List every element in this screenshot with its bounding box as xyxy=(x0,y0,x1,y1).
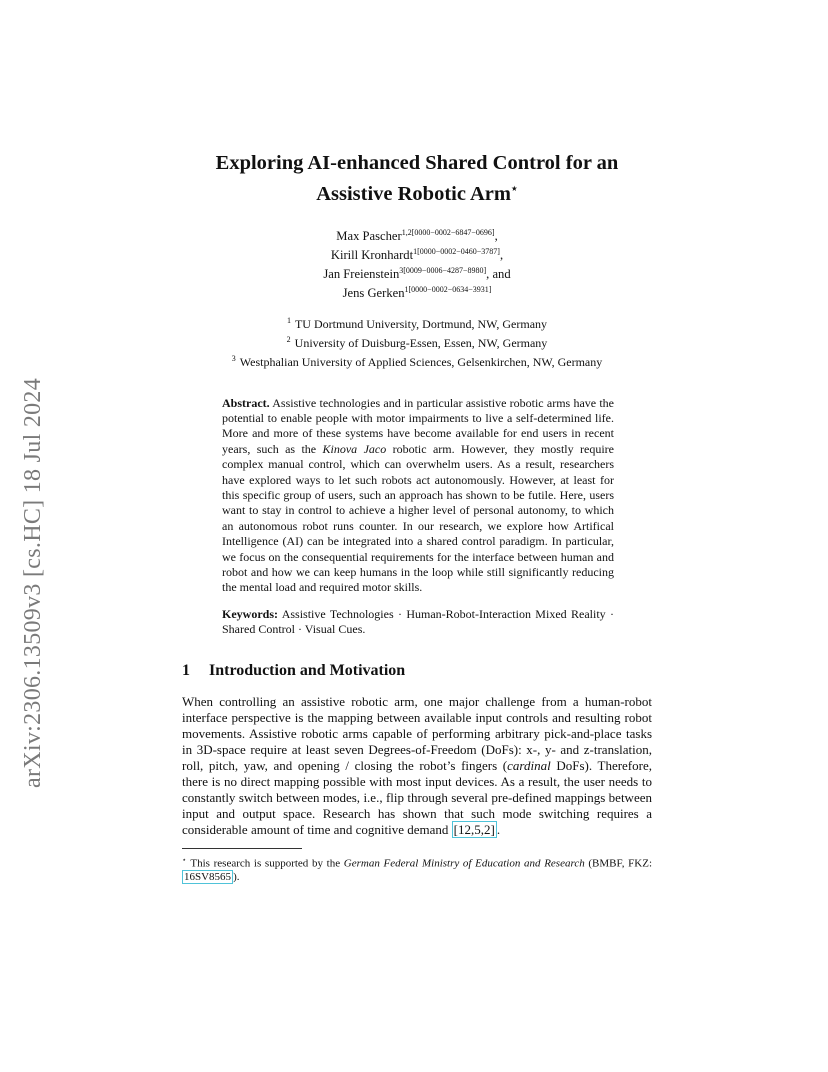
affiliation-2: $^2$ University of Duisburg-Essen, Essen, NW, Germany xyxy=(286,334,548,350)
author-4: Jens Gerken$^{1[0000-0002-0634-3931]}$ xyxy=(342,285,492,301)
paper-title xyxy=(182,150,652,207)
keywords-label: Keywords: xyxy=(222,606,278,621)
affiliation-3: $^3$ Westphalian University of Applied Sciences, Gelsenkirchen, NW, Germany xyxy=(231,353,603,369)
grant-link[interactable]: 16SV8565 xyxy=(184,871,232,884)
citation-link[interactable]: [12,5,2] xyxy=(453,821,495,837)
author-list xyxy=(182,225,652,302)
section-number: 1 xyxy=(182,661,190,679)
introduction-paragraph: When controlling an assistive robotic arm, one major challenge from a human-robot interface perspective is the mapping between available input controls and resulting robot movements. Assistive robotic arms capable of performing arbitrary pick-and-place tasks in 3D-space require at least seven Degrees-of-Freedom (DoFs): x-, y- and z-translation, roll, pitch, yaw, and opening / closing the robot’s fingers (cardinal DoFs). Therefore, there is no direct mapping possible with most input devices. As a result, the user needs to constantly switch between modes, i.e., flip through several pre-defined mappings between input and output space. Research has shown that such mode switching requires a considerable amount of time and cognitive demand [12,5,2] . xyxy=(182,693,652,837)
affiliation-1: $^1$ TU Dortmund University, Dortmund, NW, Germany xyxy=(286,315,548,331)
abstract-body: Abstract. Assistive technologies and in particular assistive robotic arms have the potential to enable people with motor impairments to live a self-determined life. More and more of these systems have become available for end users in recent years, such as the Kinova Jaco robotic arm. However, they mostly require complex manual control, which can overwhelm users. As a result, researchers have explored ways to let such robots act autonomously. However, at least for this specific group of users, such an approach has shown to be futile. Here, users want to stay in control to achieve a higher level of personal autonomy, to which an autonomous robot runs counter. In our research, we explore how Artifical Intelligence (AI) can be integrated into a shared control paradigm. In particular, we focus on the consequential requirements for the interface between human and robot and how we can keep humans in the loop while still significantly reducing the mental load and required motor skills. xyxy=(222,395,614,595)
author-1: Max Pascher$^{1,2[0000-0002-6847-0696]}$, xyxy=(336,227,498,244)
paper-page xyxy=(182,150,652,884)
arxiv-margin-stamp: arXiv:2306.13509v3 [cs.HC] 18 Jul 2024 xyxy=(20,377,46,788)
affiliation-list xyxy=(182,313,652,370)
funding-footnote: ⋆ This research is supported by the German Federal Ministry of Education and Research (BMBF, FKZ: 16SV8565 ). xyxy=(182,855,652,884)
abstract-label: Abstract. xyxy=(222,395,270,410)
author-2: Kirill Kronhardt$^{1[0000-0002-0460-3787]}$, xyxy=(330,247,504,263)
title-line-2: Assistive Robotic Arm xyxy=(316,182,511,205)
title-footnote-mark: ⋆ xyxy=(510,183,518,195)
keywords: Keywords: Assistive Technologies · Human-Robot-Interaction Mixed Reality · Shared Control · Visual Cues. xyxy=(222,606,614,637)
author-3: Jan Freienstein$^{3[0009-0006-4287-8980]}$, and xyxy=(323,266,511,282)
section-heading xyxy=(182,662,652,680)
footnote-divider xyxy=(182,848,302,849)
abstract xyxy=(222,396,614,638)
title-line-1: Exploring AI-enhanced Shared Control for an xyxy=(215,152,619,174)
section-title: Introduction and Motivation xyxy=(209,661,406,679)
